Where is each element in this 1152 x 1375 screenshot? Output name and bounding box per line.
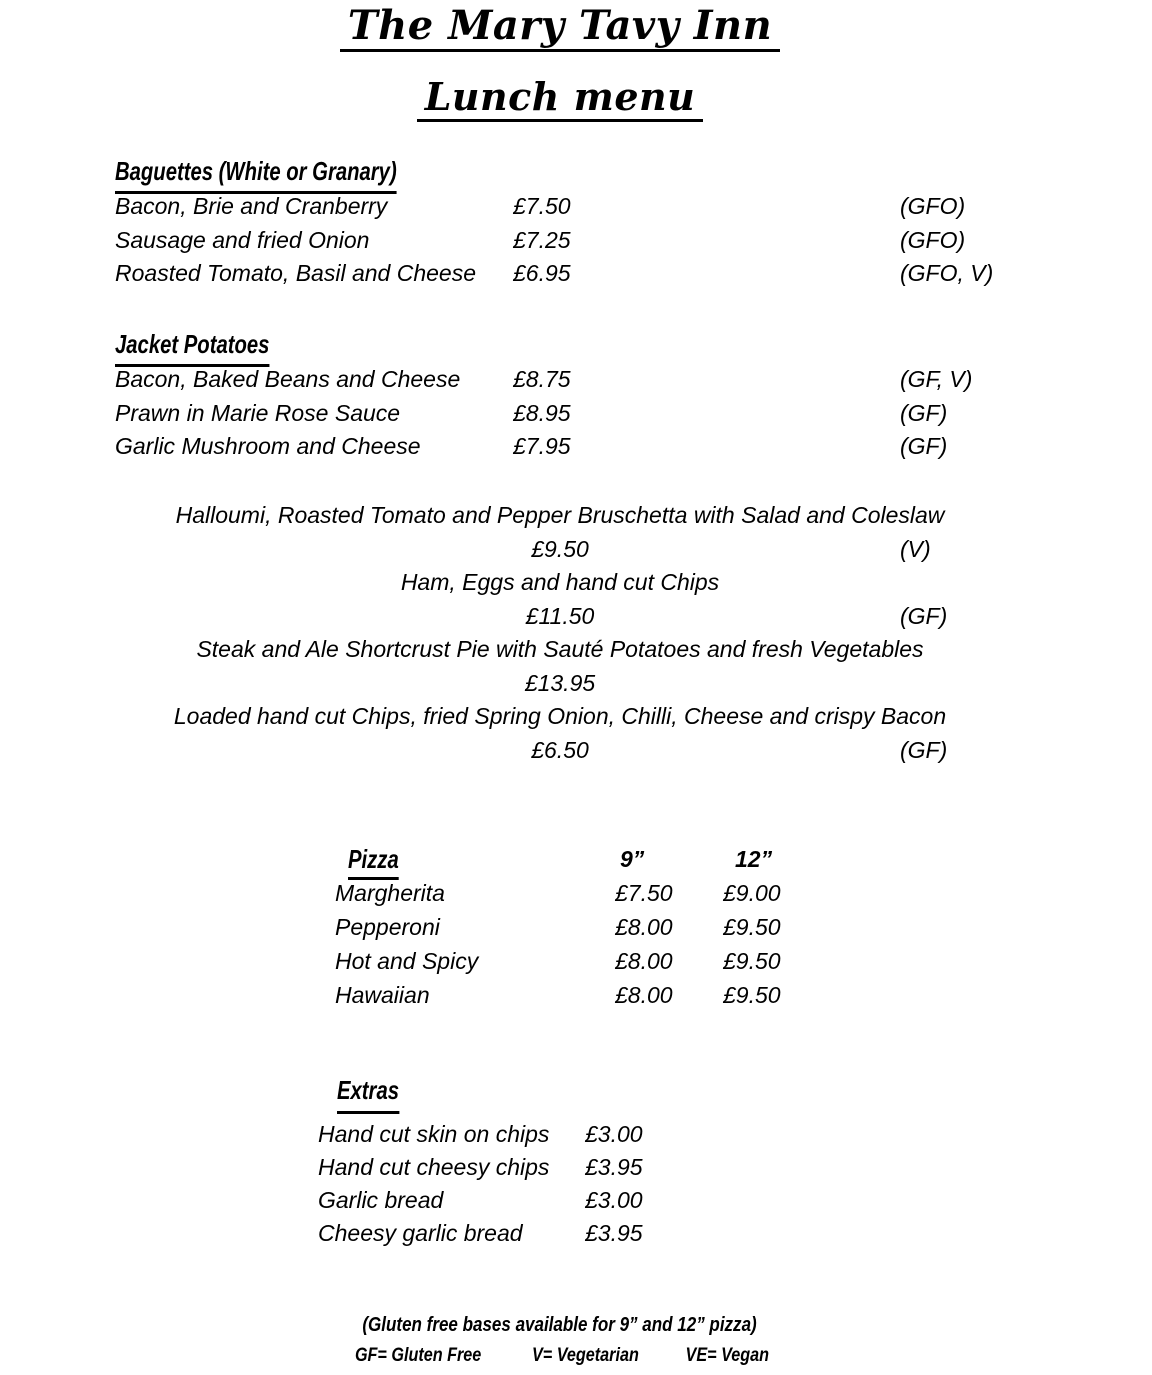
pizza-size-large-header: 12” <box>735 846 773 872</box>
legend-gluten-free: GF= Gluten Free <box>355 1344 482 1366</box>
menu-item-row <box>115 430 1005 464</box>
pizza-size-small-header: 9” <box>620 846 645 872</box>
special-name-row <box>115 566 1005 600</box>
section-heading-line <box>318 1070 643 1118</box>
pizza-header-row <box>335 842 781 876</box>
menu-item-row <box>335 910 781 944</box>
item-diet-tags: (V) <box>900 535 931 562</box>
item-price: £11.50 <box>525 602 595 629</box>
item-price-small: £8.00 <box>615 982 673 1008</box>
gluten-free-note-line <box>115 1310 1005 1340</box>
menu-item-row <box>318 1151 643 1184</box>
item-name: Hand cut skin on chips <box>318 1121 550 1147</box>
menu-item-row <box>335 978 781 1012</box>
item-diet-tags: (GFO) <box>900 193 966 219</box>
menu-item-row <box>335 876 781 910</box>
item-name: Garlic Mushroom and Cheese <box>115 433 421 459</box>
item-name: Prawn in Marie Rose Sauce <box>115 399 401 426</box>
special-name-row <box>115 499 1005 533</box>
item-name: Loaded hand cut Chips, fried Spring Onion, Chilli, Cheese and crispy Bacon <box>173 703 947 729</box>
section-heading-cell <box>335 842 615 880</box>
section-heading: Baguettes (White or Granary) <box>115 152 397 194</box>
section-baguettes <box>115 152 1005 291</box>
menu-title-line <box>115 4 1005 52</box>
special-price-row <box>115 667 1005 701</box>
menu-item-row <box>318 1184 643 1217</box>
menu-item-row <box>335 944 781 978</box>
item-price-small: £8.00 <box>615 914 673 940</box>
item-diet-tags: (GF, V) <box>900 366 973 392</box>
special-price-row <box>115 600 1005 634</box>
special-price-row <box>115 533 1005 567</box>
menu-subtitle-line <box>115 76 1005 122</box>
item-name: Hot and Spicy <box>335 948 479 974</box>
item-price-small: £7.50 <box>615 880 673 906</box>
item-price: £6.95 <box>513 260 571 286</box>
item-price: £7.50 <box>513 193 571 219</box>
menu-item-row <box>318 1118 643 1151</box>
item-price: £8.95 <box>513 399 571 426</box>
menu-item-row <box>115 257 1005 291</box>
item-name: Margherita <box>335 880 445 906</box>
menu-item-row <box>115 363 1005 397</box>
item-price: £3.95 <box>585 1154 643 1180</box>
item-price: £3.00 <box>585 1187 643 1213</box>
section-heading: Jacket Potatoes <box>115 325 269 367</box>
item-name: Bacon, Baked Beans and Cheese <box>115 366 461 392</box>
item-name: Garlic bread <box>318 1187 444 1213</box>
item-price-large: £9.50 <box>723 914 781 940</box>
item-name: Halloumi, Roasted Tomato and Pepper Bruschetta with Salad and Coleslaw <box>175 502 945 528</box>
item-name: Hawaiian <box>335 982 430 1008</box>
menu-title: The Mary Tavy Inn <box>340 4 780 52</box>
item-price: £6.50 <box>531 736 589 763</box>
special-price-row <box>115 734 1005 768</box>
menu-item-row <box>115 190 1005 224</box>
item-diet-tags: (GF) <box>900 602 948 629</box>
item-name: Pepperoni <box>335 914 440 940</box>
item-price: £7.25 <box>513 226 571 253</box>
menu-subtitle: Lunch menu <box>417 76 704 122</box>
item-price: £9.50 <box>531 535 589 562</box>
menu-content <box>115 0 1005 1375</box>
item-name: Steak and Ale Shortcrust Pie with Sauté Potatoes and fresh Vegetables <box>196 636 924 662</box>
section-extras <box>318 1070 643 1250</box>
menu-item-row <box>115 397 1005 431</box>
item-name: Bacon, Brie and Cranberry <box>115 193 388 219</box>
gluten-free-note: (Gluten free bases available for 9” and 12” pizza) <box>362 1313 758 1336</box>
item-price: £13.95 <box>524 669 596 696</box>
section-jacket-potatoes <box>115 325 1005 464</box>
menu-item-row <box>115 224 1005 258</box>
special-name-row <box>115 700 1005 734</box>
item-name: Sausage and fried Onion <box>115 226 370 253</box>
section-heading: Extras <box>337 1070 399 1114</box>
item-name: Hand cut cheesy chips <box>318 1154 550 1180</box>
menu-item-row <box>318 1217 643 1250</box>
item-price: £8.75 <box>513 366 571 392</box>
item-price-large: £9.50 <box>723 982 781 1008</box>
section-heading-line <box>115 152 1005 190</box>
item-diet-tags: (GF) <box>900 399 948 426</box>
section-specials <box>115 499 1005 767</box>
item-name: Cheesy garlic bread <box>318 1220 523 1246</box>
item-diet-tags: (GF) <box>900 433 948 459</box>
item-price: £3.00 <box>585 1121 643 1147</box>
diet-legend-line <box>115 1341 1005 1369</box>
section-heading: Pizza <box>348 842 399 880</box>
item-name: Roasted Tomato, Basil and Cheese <box>115 260 476 286</box>
item-price: £3.95 <box>585 1220 643 1246</box>
section-pizza <box>335 842 781 1012</box>
item-name: Ham, Eggs and hand cut Chips <box>400 569 720 595</box>
item-price-large: £9.00 <box>723 880 781 906</box>
legend-vegan: VE= Vegan <box>685 1344 770 1366</box>
item-diet-tags: (GFO, V) <box>900 260 994 286</box>
item-price-small: £8.00 <box>615 948 673 974</box>
item-price: £7.95 <box>513 433 571 459</box>
item-diet-tags: (GF) <box>900 736 948 763</box>
special-name-row <box>115 633 1005 667</box>
item-diet-tags: (GFO) <box>900 226 966 253</box>
legend-vegetarian: V= Vegetarian <box>532 1344 640 1366</box>
item-price-large: £9.50 <box>723 948 781 974</box>
section-heading-line <box>115 325 1005 363</box>
